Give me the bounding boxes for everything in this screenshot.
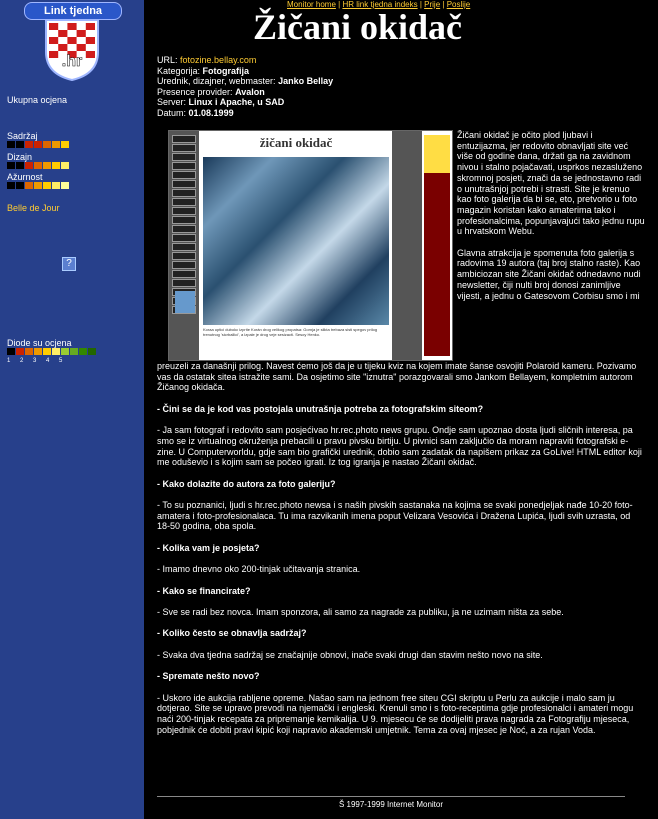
rating-label-design: Dizajn: [7, 152, 33, 162]
rating-diode: [61, 162, 69, 169]
rating-diode: [61, 182, 69, 189]
legend-number: 2: [20, 358, 24, 364]
nav-separator: |: [335, 0, 343, 9]
url-label: URL:: [157, 55, 178, 65]
screenshot-badge: [175, 291, 195, 313]
screenshot-poll-box: [424, 135, 450, 173]
rating-diode: [34, 141, 42, 148]
rating-diode: [52, 141, 60, 148]
rating-diode: [43, 141, 51, 148]
rating-label-updates: Ažurnost: [7, 172, 43, 182]
legend-number: 1: [7, 358, 11, 364]
interview-answer: - Imamo dnevno oko 200-tinjak učitavanja stranica.: [157, 564, 361, 575]
rating-diode: [52, 162, 60, 169]
nav-hr-link-index[interactable]: HR link tjedna indeks: [342, 0, 418, 9]
screenshot-header: žičani okidač: [203, 135, 389, 157]
server-value: Linux i Apache, u SAD: [188, 97, 285, 107]
interview-question: - Spremate nešto novo?: [157, 671, 260, 682]
intro-text: [457, 130, 645, 301]
site-meta: [157, 55, 333, 118]
interview-question: - Kako dolazite do autora za foto galeriju?: [157, 478, 336, 489]
date-label: Datum:: [157, 107, 187, 118]
rating-diode: [7, 182, 15, 189]
rating-diodes-content: [7, 141, 69, 148]
rating-diode: [25, 162, 33, 169]
interview-question: - Koliko često se obnavlja sadržaj?: [157, 628, 307, 639]
rating-diode: [16, 182, 24, 189]
legend-number: 4: [46, 358, 50, 364]
server-label: Server:: [157, 97, 187, 107]
interview-question: - Čini se da je kod vas postojala unutrašnja potreba za fotografskim siteom?: [157, 403, 484, 414]
rating-diode: [16, 162, 24, 169]
rating-diode: [61, 141, 69, 148]
nav-monitor-home[interactable]: Monitor home: [287, 0, 336, 9]
rating-diode: [34, 162, 42, 169]
interview-question: - Kako se financirate?: [157, 585, 251, 596]
rating-diode: [25, 182, 33, 189]
rating-diodes-updates: [7, 182, 69, 189]
editor-label: Urednik, dizajner, webmaster:: [157, 76, 276, 86]
interview-answer: - Uskoro ide aukcija rabljene opreme. Našao sam na jednom free siteu CGI skriptu u Perlu za aukcije i malo sam ju dotjerao. Site se upravo prevodi na njemački i engleski. Krenuli smo i s foto-receptima gdje profesionalci i amateri mogu naći 200-tinjak recepata za pripremanje kemikalija. U 9. mjesecu će se dodijeliti prava nagrada za Fotografiju mjeseca, pobjednik će dobiti pravi kipić koji napravio akademski umjetnik. Tema za ovaj mjesec je Noć, a za rujan Voda.: [157, 692, 634, 735]
link-tjedna-logo[interactable]: [22, 2, 122, 84]
legend-diode: [25, 348, 33, 355]
rating-label-content: Sadržaj: [7, 131, 38, 141]
rating-diode: [52, 182, 60, 189]
legend-diode: [52, 348, 60, 355]
rating-diode: [16, 141, 24, 148]
interview-answer: - To su poznanici, ljudi s hr.rec.photo newsa i s naših pivskih sastanaka na kojima se svaki ponedjeljak nađe 10-20 foto-amatera i foto-profesionalaca. Tu ima razvikanih imena poput Velizara Vesovića i Dražena Lupića, ljudi svih uzrasta, od 18-50 godina, oba spola.: [157, 500, 633, 532]
presence-label: Presence provider:: [157, 86, 233, 97]
legend-diode: [34, 348, 42, 355]
legend-diode: [16, 348, 24, 355]
award-label: Belle de Jour: [7, 203, 60, 213]
category-label: Kategorija:: [157, 65, 201, 76]
legend-label: Diode su ocjena: [7, 338, 72, 348]
intro-paragraph: Žičani okidač je očito plod ljubavi i entuzijazma, jer redovito obnavljati site već više od godine dana, držati ga na zavidnom nivou i stalno pojačavati, usprkos nezasluženo skromnoj posjeti, znači da se jednostavno radi o unutrašnjoj potrebi i strasti. Site je krenuo kao foto galerija da bi se, eto, pretvorio u foto magazin koristan kako amaterima tako i profesionalcima, popunjavajući tako jednu rupu u hrvatskom Webu.: [457, 130, 645, 237]
rating-diode: [43, 162, 51, 169]
category-value: Fotografija: [202, 65, 250, 76]
rating-diode: [25, 141, 33, 148]
nav-previous[interactable]: Prije: [424, 0, 441, 9]
presence-value: Avalon: [235, 86, 265, 97]
legend-diode: [88, 348, 96, 355]
sidebar: [0, 0, 144, 819]
legend-numbers: [7, 358, 72, 364]
nav-separator: |: [417, 0, 425, 9]
interview-answer: - Sve se radi bez novca. Imam sponzora, ali samo za nagrade za publiku, ja ne uzimam ništa za sebe.: [157, 607, 564, 618]
logo-ribbon: Link tjedna: [24, 2, 122, 20]
croatian-shield-icon: [42, 16, 102, 82]
screenshot-menu: [172, 135, 196, 315]
rating-diode: [7, 162, 15, 169]
article-paragraph: preuzeli za današnji prilog. Navest ćemo još da je u tijeku kviz na kojem imate šanse osvojiti Polaroid kameru. Pozivamo vas da ostatak sitea istražite sami. Da osjetimo site "iznutra" porazgovarali smo Jankom Bellayem, kompletnim autorom Žičanog okidača.: [157, 361, 637, 393]
legend-diode: [79, 348, 87, 355]
footer-divider: [157, 796, 625, 797]
footer-copyright: Š 1997-1999 Internet Monitor: [338, 800, 444, 809]
nav-separator: |: [440, 0, 447, 9]
rating-diode: [34, 182, 42, 189]
legend-diode: [43, 348, 51, 355]
editor-value: Janko Bellay: [278, 76, 334, 86]
film-strip-right: [392, 131, 422, 360]
legend-diode: [61, 348, 69, 355]
article-body: [157, 361, 645, 746]
legend-diodes: [7, 348, 96, 355]
site-url-link[interactable]: fotozine.bellay.com: [180, 55, 257, 65]
legend-diode: [70, 348, 78, 355]
legend-diode: [7, 348, 15, 355]
screenshot-caption: Koraa uptici dubokc izprite Korán drog velikog propatsa: Gornja je slikta trebaza sisti spegov prilog trenutnog 'sicrballici', a lzpale je drog veje sesizacti. Sesoy Henko.: [203, 327, 378, 337]
logo-sub-text: .hr: [61, 53, 83, 70]
overall-rating-label: Ukupna ocjena: [7, 95, 68, 105]
rating-diode: [43, 182, 51, 189]
legend-number: 3: [33, 358, 37, 364]
screenshot-photo: [203, 157, 389, 325]
rating-diodes-design: [7, 162, 69, 169]
page-title: Žičani okidač: [253, 7, 463, 47]
nav-next[interactable]: Poslije: [446, 0, 471, 9]
help-button[interactable]: ?: [62, 257, 76, 271]
site-screenshot[interactable]: [168, 130, 453, 361]
rating-diode: [7, 141, 15, 148]
interview-answer: - Ja sam fotograf i redovito sam posjećivao hr.rec.photo news grupu. Ondje sam upoznao dosta ljudi sličnih interesa, pa smo se iz virtualnog okruženja prebacili u pravu pivsku birtiju. U pivnici sam zaključio da moram napraviti fotografski e-zine. U Computerworldu, gdje sam bio grafički urednik, dobio sam zadatak da napišem prikaz za GoLive! HTML editor koji me oduševio i s kojim sam se počeo igrati. Iz tog igranja je nastao Žičani okidač.: [157, 425, 642, 468]
legend-number: 5: [59, 358, 63, 364]
intro-paragraph: Glavna atrakcija je spomenuta foto galerija s radovima 19 autora (taj broj stalno raste). Kao ambiciozan site Žičani okidač odnedavno nudi newsletter, čiji nulti broj donosi zanimljive vijesti, a jednu o Gatesovom Corbisu smo i mi: [457, 247, 641, 301]
interview-answer: - Svaka dva tjedna sadržaj se značajnije obnovi, inače svaki drugi dan stavim nešto novo na site.: [157, 649, 543, 660]
date-value: 01.08.1999: [188, 107, 234, 118]
interview-question: - Kolika vam je posjeta?: [157, 542, 260, 553]
